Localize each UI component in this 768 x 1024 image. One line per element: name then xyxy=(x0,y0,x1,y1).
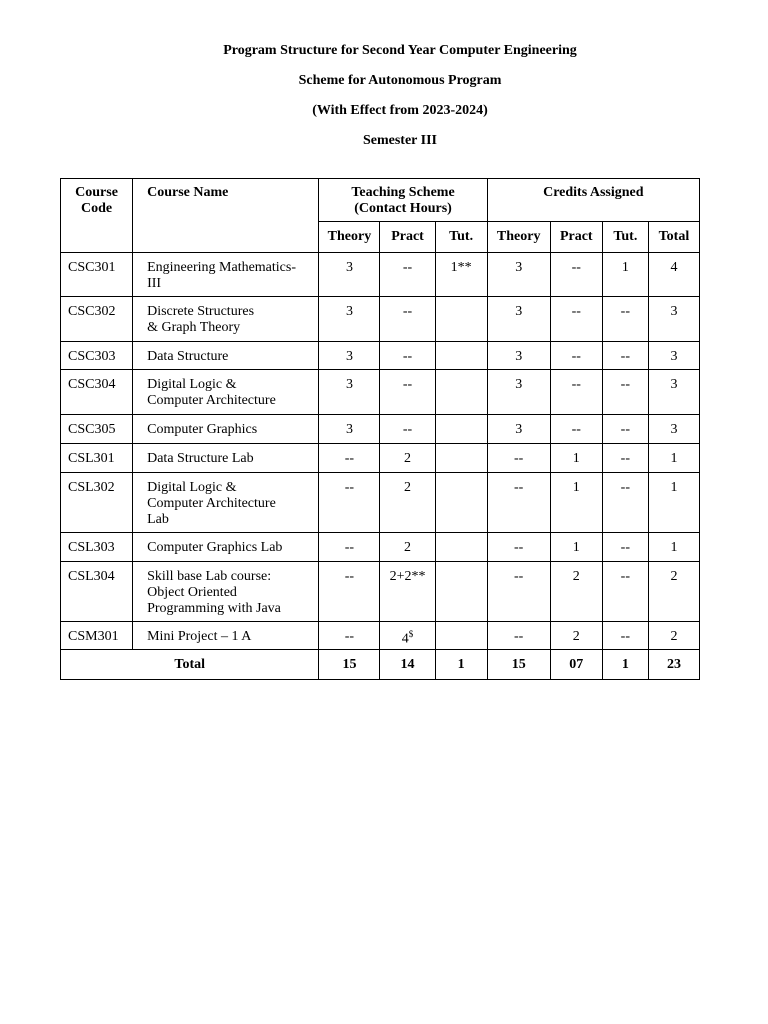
credit-total-cell xyxy=(648,415,699,444)
teaching-pract-cell xyxy=(380,297,435,342)
course-name-line: Digital Logic & xyxy=(147,377,237,392)
teaching-pract-cell xyxy=(380,415,435,444)
course-name-line: Engineering Mathematics- xyxy=(147,260,297,275)
table-row xyxy=(61,370,700,415)
course-name-line: Discrete Structures xyxy=(147,304,255,319)
course-name-line: Object Oriented xyxy=(147,585,237,600)
credit-tut-cell xyxy=(602,342,648,370)
course-name-cell xyxy=(133,253,319,297)
teaching-theory-cell xyxy=(319,444,380,473)
credit-theory-cell xyxy=(487,562,550,622)
teaching-pract-value: 4 xyxy=(401,631,409,647)
credit-tut-cell xyxy=(602,444,648,473)
header-course-name: Course Name xyxy=(133,179,319,253)
credit-total-value: 3 xyxy=(670,422,678,437)
total-teaching-pract: 14 xyxy=(380,650,435,680)
course-name-line: Mini Project – 1 A xyxy=(147,629,252,644)
course-code-cell: CSL301 xyxy=(61,444,133,473)
credit-tut-cell xyxy=(602,253,648,297)
credit-pract-value: 1 xyxy=(572,451,580,466)
table-row xyxy=(61,342,700,370)
credit-pract-value: 2 xyxy=(572,569,580,584)
credit-theory-cell xyxy=(487,533,550,562)
course-name-line: Computer Graphics xyxy=(147,422,258,437)
credit-theory-value: -- xyxy=(514,451,524,466)
credit-total-cell xyxy=(648,622,699,650)
teaching-tut-cell xyxy=(435,342,487,370)
course-name-cell xyxy=(133,533,319,562)
teaching-pract-cell xyxy=(380,253,435,297)
credit-theory-cell xyxy=(487,342,550,370)
credit-pract-cell xyxy=(550,415,602,444)
course-name-cell xyxy=(133,342,319,370)
teaching-tut-cell xyxy=(435,297,487,342)
credit-theory-value: -- xyxy=(514,540,524,555)
teaching-tut-cell xyxy=(435,473,487,533)
course-name-cell xyxy=(133,370,319,415)
credit-total-value: 1 xyxy=(670,540,678,555)
credit-tut-value: -- xyxy=(620,451,630,466)
teaching-tut-cell xyxy=(435,415,487,444)
teaching-tut-cell xyxy=(435,533,487,562)
credit-theory-value: 3 xyxy=(515,422,523,437)
teaching-pract-cell xyxy=(380,342,435,370)
table-body xyxy=(61,253,700,650)
course-name-cell xyxy=(133,622,319,650)
teaching-theory-value: 3 xyxy=(345,304,353,319)
credit-total-cell xyxy=(648,562,699,622)
table-row xyxy=(61,562,700,622)
credit-pract-cell xyxy=(550,562,602,622)
total-teaching-tut: 1 xyxy=(435,650,487,680)
credit-total-cell xyxy=(648,342,699,370)
credit-tut-cell xyxy=(602,622,648,650)
credit-total-cell xyxy=(648,473,699,533)
teaching-theory-value: -- xyxy=(344,540,355,555)
credit-total-value: 1 xyxy=(670,451,678,466)
course-name-line: Computer Architecture xyxy=(147,393,276,408)
credit-total-cell xyxy=(648,444,699,473)
course-code-cell: CSC301 xyxy=(61,253,133,297)
scheme-subtitle: Scheme for Autonomous Program xyxy=(298,73,502,88)
teaching-theory-cell xyxy=(319,342,380,370)
credit-theory-cell xyxy=(487,444,550,473)
credit-tut-cell xyxy=(602,415,648,444)
credit-pract-value: 2 xyxy=(572,629,580,644)
header-teaching-scheme: Teaching Scheme (Contact Hours) xyxy=(319,179,487,222)
credit-pract-value: 1 xyxy=(572,480,580,495)
teaching-pract-cell xyxy=(380,533,435,562)
teaching-tut-cell xyxy=(435,370,487,415)
teaching-theory-cell xyxy=(319,415,380,444)
course-name-line: Computer Graphics Lab xyxy=(147,540,283,555)
course-code-cell: CSL302 xyxy=(61,473,133,533)
course-code-cell: CSC302 xyxy=(61,297,133,342)
table-row xyxy=(61,253,700,297)
subheader-credit-tut: Tut. xyxy=(602,222,648,253)
credit-total-cell xyxy=(648,370,699,415)
credit-pract-cell xyxy=(550,342,602,370)
teaching-pract-value: 2 xyxy=(404,540,412,555)
header-credits-assigned: Credits Assigned xyxy=(487,179,699,222)
table-row xyxy=(61,297,700,342)
teaching-pract-value: 2+2** xyxy=(389,569,426,584)
credit-pract-value: -- xyxy=(571,260,581,275)
credit-total-value: 2 xyxy=(670,569,678,584)
credit-theory-cell xyxy=(487,297,550,342)
credit-theory-value: 3 xyxy=(515,349,523,364)
teaching-theory-value: 3 xyxy=(345,377,353,392)
teaching-theory-value: -- xyxy=(344,569,355,584)
credit-tut-cell xyxy=(602,533,648,562)
teaching-pract-cell xyxy=(380,444,435,473)
credit-total-cell xyxy=(648,297,699,342)
superscript-note: $ xyxy=(408,629,414,639)
credit-total-cell xyxy=(648,533,699,562)
teaching-theory-value: 3 xyxy=(345,349,353,364)
teaching-pract-cell xyxy=(380,622,435,650)
credit-tut-value: -- xyxy=(620,422,630,437)
teaching-pract-cell xyxy=(380,370,435,415)
credit-total-cell xyxy=(648,253,699,297)
credit-pract-cell xyxy=(550,370,602,415)
teaching-theory-value: 3 xyxy=(345,260,353,275)
course-code-cell: CSC304 xyxy=(61,370,133,415)
course-code-cell: CSL304 xyxy=(61,562,133,622)
teaching-theory-cell xyxy=(319,622,380,650)
credit-pract-cell xyxy=(550,253,602,297)
credit-theory-value: -- xyxy=(514,629,524,644)
course-name-line: Skill base Lab course: xyxy=(147,569,272,584)
teaching-pract-value: -- xyxy=(402,304,413,319)
credit-tut-value: -- xyxy=(620,377,630,392)
total-teaching-theory: 15 xyxy=(319,650,380,680)
credit-pract-cell xyxy=(550,622,602,650)
teaching-tut-cell xyxy=(435,622,487,650)
teaching-theory-cell xyxy=(319,562,380,622)
teaching-theory-value: -- xyxy=(344,480,355,495)
course-name-line: Data Structure xyxy=(147,349,229,364)
teaching-theory-cell xyxy=(319,473,380,533)
credit-theory-cell xyxy=(487,473,550,533)
total-row xyxy=(61,650,700,680)
teaching-tut-value: 1** xyxy=(450,260,472,275)
table-row xyxy=(61,444,700,473)
credit-pract-value: 1 xyxy=(572,540,580,555)
teaching-theory-value: 3 xyxy=(345,422,353,437)
credit-theory-cell xyxy=(487,370,550,415)
credit-tut-cell xyxy=(602,297,648,342)
credit-total-value: 3 xyxy=(670,349,678,364)
course-code-cell: CSM301 xyxy=(61,622,133,650)
teaching-pract-value: -- xyxy=(402,260,413,275)
credit-total-value: 3 xyxy=(670,377,678,392)
credit-theory-value: -- xyxy=(514,569,524,584)
semester-heading: Semester III xyxy=(362,133,437,148)
effect-subtitle: (With Effect from 2023-2024) xyxy=(312,103,488,118)
course-name-line: Programming with Java xyxy=(147,601,281,616)
teaching-pract-value: -- xyxy=(402,422,413,437)
teaching-theory-value: -- xyxy=(344,451,355,466)
credit-pract-value: -- xyxy=(571,377,581,392)
credit-tut-value: -- xyxy=(620,569,630,584)
credit-theory-cell xyxy=(487,622,550,650)
credit-theory-cell xyxy=(487,253,550,297)
credit-tut-cell xyxy=(602,562,648,622)
credit-tut-cell xyxy=(602,473,648,533)
credit-theory-value: 3 xyxy=(515,260,523,275)
credit-tut-value: -- xyxy=(620,480,630,495)
course-name-cell xyxy=(133,297,319,342)
course-name-cell xyxy=(133,415,319,444)
credit-total-value: 4 xyxy=(670,260,678,275)
subheader-theory: Theory xyxy=(319,222,380,253)
course-name-cell xyxy=(133,444,319,473)
total-label: Total xyxy=(61,650,319,680)
credit-theory-cell xyxy=(487,415,550,444)
total-credit-total: 23 xyxy=(648,650,699,680)
course-code-cell: CSL303 xyxy=(61,533,133,562)
total-credit-pract: 07 xyxy=(550,650,602,680)
subheader-tut: Tut. xyxy=(435,222,487,253)
credit-theory-value: 3 xyxy=(515,304,523,319)
credit-pract-value: -- xyxy=(571,304,581,319)
header-course-code: Course Code xyxy=(61,179,133,253)
course-name-cell xyxy=(133,562,319,622)
total-credit-tut: 1 xyxy=(602,650,648,680)
teaching-pract-value: 2 xyxy=(404,480,412,495)
credit-tut-value: -- xyxy=(620,540,630,555)
credit-pract-value: -- xyxy=(571,349,581,364)
course-name-line: III xyxy=(147,276,162,291)
teaching-tut-cell xyxy=(435,253,487,297)
teaching-tut-cell xyxy=(435,444,487,473)
credit-total-value: 2 xyxy=(670,629,678,644)
document-title: Program Structure for Second Year Computer Engineering xyxy=(223,43,577,58)
credit-tut-value: -- xyxy=(620,304,630,319)
subheader-credit-pract: Pract xyxy=(550,222,602,253)
course-name-line: Data Structure Lab xyxy=(147,451,254,466)
program-structure-table xyxy=(60,178,700,680)
credit-pract-cell xyxy=(550,444,602,473)
table-row xyxy=(61,415,700,444)
teaching-pract-value: 2 xyxy=(404,451,412,466)
course-code-cell: CSC305 xyxy=(61,415,133,444)
teaching-pract-cell xyxy=(380,473,435,533)
credit-pract-value: -- xyxy=(571,422,581,437)
table-row xyxy=(61,622,700,650)
teaching-pract-value: -- xyxy=(402,377,413,392)
course-name-line: Lab xyxy=(147,512,169,527)
subheader-credit-theory: Theory xyxy=(487,222,550,253)
course-name-cell xyxy=(133,473,319,533)
credit-theory-value: -- xyxy=(514,480,524,495)
credit-theory-value: 3 xyxy=(515,377,523,392)
teaching-theory-cell xyxy=(319,533,380,562)
credit-pract-cell xyxy=(550,473,602,533)
credit-tut-cell xyxy=(602,370,648,415)
subheader-credit-total: Total xyxy=(648,222,699,253)
credit-total-value: 1 xyxy=(670,480,678,495)
teaching-theory-cell xyxy=(319,253,380,297)
credit-pract-cell xyxy=(550,297,602,342)
credit-pract-cell xyxy=(550,533,602,562)
teaching-theory-cell xyxy=(319,297,380,342)
credit-tut-value: -- xyxy=(620,349,630,364)
table-row xyxy=(61,533,700,562)
teaching-pract-value: -- xyxy=(402,349,413,364)
total-credit-theory: 15 xyxy=(487,650,550,680)
table-row xyxy=(61,473,700,533)
course-name-line: & Graph Theory xyxy=(147,320,241,335)
credit-total-value: 3 xyxy=(670,304,678,319)
teaching-pract-cell xyxy=(380,562,435,622)
credit-tut-value: 1 xyxy=(621,260,629,275)
course-name-line: Digital Logic & xyxy=(147,480,237,495)
course-name-line: Computer Architecture xyxy=(147,496,276,511)
course-code-cell: CSC303 xyxy=(61,342,133,370)
teaching-tut-cell xyxy=(435,562,487,622)
credit-tut-value: -- xyxy=(620,629,630,644)
teaching-theory-value: -- xyxy=(344,629,355,644)
subheader-pract: Pract xyxy=(380,222,435,253)
teaching-theory-cell xyxy=(319,370,380,415)
